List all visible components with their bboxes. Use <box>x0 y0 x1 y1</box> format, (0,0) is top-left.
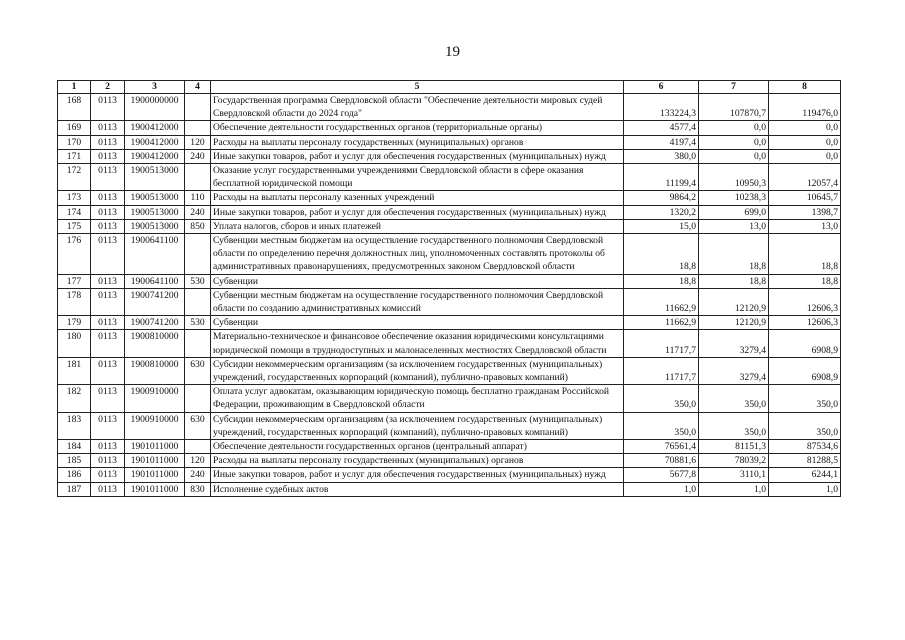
table-row <box>58 482 841 496</box>
row-number-cell: 185 <box>58 454 91 468</box>
amount-col6-cell: 350,0 <box>624 385 699 412</box>
amount-col6-cell: 11662,9 <box>624 316 699 330</box>
row-number-cell: 187 <box>58 482 91 496</box>
row-number-cell: 179 <box>58 316 91 330</box>
table-row <box>58 94 841 121</box>
amount-col8-cell: 18,8 <box>769 274 841 288</box>
expense-type-cell <box>185 330 211 357</box>
amount-col8-cell: 0,0 <box>769 135 841 149</box>
item-name-cell: Субвенции местным бюджетам на осуществление государственного полномочия Свердловской области по созданию административных комиссий <box>211 288 624 315</box>
target-article-cell: 1900810000 <box>125 330 185 357</box>
section-code-cell: 0113 <box>91 454 125 468</box>
header-cell: 8 <box>769 81 841 94</box>
amount-col7-cell: 699,0 <box>699 205 769 219</box>
section-code-cell: 0113 <box>91 191 125 205</box>
amount-col6-cell: 1,0 <box>624 482 699 496</box>
expense-type-cell <box>185 94 211 121</box>
amount-col6-cell: 1320,2 <box>624 205 699 219</box>
table-row <box>58 330 841 357</box>
row-number-cell: 186 <box>58 468 91 482</box>
table-row <box>58 219 841 233</box>
amount-col8-cell: 1398,7 <box>769 205 841 219</box>
target-article-cell: 1900000000 <box>125 94 185 121</box>
amount-col7-cell: 3110,1 <box>699 468 769 482</box>
expense-type-cell: 240 <box>185 149 211 163</box>
table-row <box>58 234 841 275</box>
table-row <box>58 205 841 219</box>
expense-type-cell: 630 <box>185 357 211 384</box>
header-row <box>58 81 841 94</box>
table-row <box>58 412 841 439</box>
table-row <box>58 440 841 454</box>
amount-col8-cell: 0,0 <box>769 121 841 135</box>
item-name-cell: Государственная программа Свердловской области "Обеспечение деятельности мировых судей Свердловской области до 2024 года" <box>211 94 624 121</box>
amount-col6-cell: 11717,7 <box>624 357 699 384</box>
row-number-cell: 182 <box>58 385 91 412</box>
amount-col7-cell: 18,8 <box>699 274 769 288</box>
expense-type-cell: 120 <box>185 135 211 149</box>
target-article-cell: 1900412000 <box>125 149 185 163</box>
amount-col7-cell: 0,0 <box>699 135 769 149</box>
table-row <box>58 135 841 149</box>
target-article-cell: 1900513000 <box>125 205 185 219</box>
amount-col6-cell: 9864,2 <box>624 191 699 205</box>
item-name-cell: Субвенции <box>211 274 624 288</box>
section-code-cell: 0113 <box>91 288 125 315</box>
amount-col7-cell: 18,8 <box>699 234 769 275</box>
expense-type-cell <box>185 440 211 454</box>
expense-type-cell <box>185 121 211 135</box>
amount-col6-cell: 70881,6 <box>624 454 699 468</box>
amount-col7-cell: 78039,2 <box>699 454 769 468</box>
amount-col7-cell: 0,0 <box>699 121 769 135</box>
item-name-cell: Расходы на выплаты персоналу казенных учреждений <box>211 191 624 205</box>
amount-col7-cell: 12120,9 <box>699 288 769 315</box>
row-number-cell: 170 <box>58 135 91 149</box>
table-row <box>58 357 841 384</box>
target-article-cell: 1900641100 <box>125 234 185 275</box>
amount-col8-cell: 87534,6 <box>769 440 841 454</box>
amount-col7-cell: 350,0 <box>699 412 769 439</box>
item-name-cell: Расходы на выплаты персоналу государственных (муниципальных) органов <box>211 454 624 468</box>
amount-col8-cell: 13,0 <box>769 219 841 233</box>
expense-type-cell: 850 <box>185 219 211 233</box>
header-cell: 4 <box>185 81 211 94</box>
expense-type-cell <box>185 288 211 315</box>
item-name-cell: Субсидии некоммерческим организациям (за исключением государственных (муниципальных) учреждений, государственных корпораций (компаний), публично-правовых компаний) <box>211 412 624 439</box>
section-code-cell: 0113 <box>91 357 125 384</box>
expense-type-cell: 530 <box>185 316 211 330</box>
item-name-cell: Иные закупки товаров, работ и услуг для обеспечения государственных (муниципальных) нужд <box>211 149 624 163</box>
expense-type-cell: 240 <box>185 468 211 482</box>
table-row <box>58 149 841 163</box>
row-number-cell: 168 <box>58 94 91 121</box>
amount-col6-cell: 4197,4 <box>624 135 699 149</box>
header-cell: 6 <box>624 81 699 94</box>
amount-col8-cell: 350,0 <box>769 385 841 412</box>
amount-col8-cell: 0,0 <box>769 149 841 163</box>
amount-col8-cell: 350,0 <box>769 412 841 439</box>
amount-col6-cell: 18,8 <box>624 234 699 275</box>
item-name-cell: Материально-техническое и финансовое обеспечение оказания юридическими консультациями юридической помощи в труднодоступных и малонаселенных местностях Свердловской области <box>211 330 624 357</box>
row-number-cell: 171 <box>58 149 91 163</box>
section-code-cell: 0113 <box>91 219 125 233</box>
amount-col8-cell: 119476,0 <box>769 94 841 121</box>
amount-col6-cell: 15,0 <box>624 219 699 233</box>
amount-col8-cell: 81288,5 <box>769 454 841 468</box>
amount-col6-cell: 11662,9 <box>624 288 699 315</box>
amount-col7-cell: 81151,3 <box>699 440 769 454</box>
header-cell: 1 <box>58 81 91 94</box>
section-code-cell: 0113 <box>91 149 125 163</box>
item-name-cell: Уплата налогов, сборов и иных платежей <box>211 219 624 233</box>
section-code-cell: 0113 <box>91 234 125 275</box>
item-name-cell: Оказание услуг государственными учреждениями Свердловской области в сфере оказания бесплатной юридической помощи <box>211 164 624 191</box>
table-row <box>58 288 841 315</box>
row-number-cell: 175 <box>58 219 91 233</box>
header-cell: 7 <box>699 81 769 94</box>
section-code-cell: 0113 <box>91 164 125 191</box>
section-code-cell: 0113 <box>91 274 125 288</box>
amount-col8-cell: 12606,3 <box>769 288 841 315</box>
item-name-cell: Обеспечение деятельности государственных органов (центральный аппарат) <box>211 440 624 454</box>
section-code-cell: 0113 <box>91 205 125 219</box>
table-row <box>58 121 841 135</box>
row-number-cell: 180 <box>58 330 91 357</box>
table-row <box>58 468 841 482</box>
amount-col6-cell: 380,0 <box>624 149 699 163</box>
target-article-cell: 1901011000 <box>125 468 185 482</box>
header-cell: 3 <box>125 81 185 94</box>
item-name-cell: Иные закупки товаров, работ и услуг для обеспечения государственных (муниципальных) нужд <box>211 205 624 219</box>
expense-type-cell: 630 <box>185 412 211 439</box>
item-name-cell: Расходы на выплаты персоналу государственных (муниципальных) органов <box>211 135 624 149</box>
table-row <box>58 191 841 205</box>
amount-col6-cell: 18,8 <box>624 274 699 288</box>
amount-col8-cell: 1,0 <box>769 482 841 496</box>
amount-col8-cell: 6908,9 <box>769 357 841 384</box>
expense-type-cell <box>185 164 211 191</box>
target-article-cell: 1900910000 <box>125 412 185 439</box>
target-article-cell: 1900513000 <box>125 191 185 205</box>
target-article-cell: 1900513000 <box>125 219 185 233</box>
amount-col6-cell: 350,0 <box>624 412 699 439</box>
target-article-cell: 1900641100 <box>125 274 185 288</box>
table-row <box>58 316 841 330</box>
row-number-cell: 181 <box>58 357 91 384</box>
section-code-cell: 0113 <box>91 468 125 482</box>
target-article-cell: 1900412000 <box>125 135 185 149</box>
section-code-cell: 0113 <box>91 135 125 149</box>
item-name-cell: Субвенции местным бюджетам на осуществление государственного полномочия Свердловской области по определению перечня должностных лиц, уполномоченных составлять протоколы об административных правонарушениях, предусмотренных законом Свердловской области <box>211 234 624 275</box>
amount-col8-cell: 18,8 <box>769 234 841 275</box>
row-number-cell: 169 <box>58 121 91 135</box>
section-code-cell: 0113 <box>91 412 125 439</box>
amount-col6-cell: 76561,4 <box>624 440 699 454</box>
item-name-cell: Субсидии некоммерческим организациям (за исключением государственных (муниципальных) учреждений, государственных корпораций (компаний), публично-правовых компаний) <box>211 357 624 384</box>
row-number-cell: 173 <box>58 191 91 205</box>
page-number: 19 <box>445 44 460 60</box>
target-article-cell: 1901011000 <box>125 454 185 468</box>
item-name-cell: Обеспечение деятельности государственных органов (территориальные органы) <box>211 121 624 135</box>
amount-col6-cell: 11199,4 <box>624 164 699 191</box>
target-article-cell: 1900741200 <box>125 316 185 330</box>
expense-type-cell: 120 <box>185 454 211 468</box>
amount-col6-cell: 133224,3 <box>624 94 699 121</box>
amount-col7-cell: 1,0 <box>699 482 769 496</box>
amount-col7-cell: 10238,3 <box>699 191 769 205</box>
target-article-cell: 1900910000 <box>125 385 185 412</box>
target-article-cell: 1900810000 <box>125 357 185 384</box>
table-row <box>58 385 841 412</box>
expense-type-cell <box>185 234 211 275</box>
section-code-cell: 0113 <box>91 121 125 135</box>
target-article-cell: 1900412000 <box>125 121 185 135</box>
section-code-cell: 0113 <box>91 440 125 454</box>
target-article-cell: 1901011000 <box>125 440 185 454</box>
amount-col7-cell: 12120,9 <box>699 316 769 330</box>
section-code-cell: 0113 <box>91 482 125 496</box>
table-row <box>58 274 841 288</box>
amount-col6-cell: 11717,7 <box>624 330 699 357</box>
target-article-cell: 1900513000 <box>125 164 185 191</box>
amount-col7-cell: 350,0 <box>699 385 769 412</box>
header-cell: 2 <box>91 81 125 94</box>
amount-col8-cell: 6244,1 <box>769 468 841 482</box>
amount-col7-cell: 0,0 <box>699 149 769 163</box>
header-cell: 5 <box>211 81 624 94</box>
budget-table <box>57 80 841 497</box>
target-article-cell: 1900741200 <box>125 288 185 315</box>
expense-type-cell <box>185 385 211 412</box>
item-name-cell: Иные закупки товаров, работ и услуг для обеспечения государственных (муниципальных) нужд <box>211 468 624 482</box>
expense-type-cell: 830 <box>185 482 211 496</box>
expense-type-cell: 110 <box>185 191 211 205</box>
item-name-cell: Субвенции <box>211 316 624 330</box>
row-number-cell: 184 <box>58 440 91 454</box>
target-article-cell: 1901011000 <box>125 482 185 496</box>
item-name-cell: Оплата услуг адвокатам, оказывающим юридическую помощь бесплатно гражданам Российской Федерации, проживающим в Свердловской области <box>211 385 624 412</box>
amount-col7-cell: 13,0 <box>699 219 769 233</box>
row-number-cell: 178 <box>58 288 91 315</box>
expense-type-cell: 240 <box>185 205 211 219</box>
amount-col8-cell: 10645,7 <box>769 191 841 205</box>
amount-col7-cell: 3279,4 <box>699 330 769 357</box>
amount-col7-cell: 10950,3 <box>699 164 769 191</box>
section-code-cell: 0113 <box>91 330 125 357</box>
amount-col6-cell: 5677,8 <box>624 468 699 482</box>
expense-type-cell: 530 <box>185 274 211 288</box>
amount-col8-cell: 12606,3 <box>769 316 841 330</box>
row-number-cell: 177 <box>58 274 91 288</box>
section-code-cell: 0113 <box>91 94 125 121</box>
row-number-cell: 183 <box>58 412 91 439</box>
row-number-cell: 176 <box>58 234 91 275</box>
item-name-cell: Исполнение судебных актов <box>211 482 624 496</box>
table-row <box>58 454 841 468</box>
row-number-cell: 172 <box>58 164 91 191</box>
amount-col8-cell: 12057,4 <box>769 164 841 191</box>
amount-col7-cell: 107870,7 <box>699 94 769 121</box>
section-code-cell: 0113 <box>91 316 125 330</box>
amount-col6-cell: 4577,4 <box>624 121 699 135</box>
amount-col7-cell: 3279,4 <box>699 357 769 384</box>
section-code-cell: 0113 <box>91 385 125 412</box>
amount-col8-cell: 6908,9 <box>769 330 841 357</box>
table-row <box>58 164 841 191</box>
row-number-cell: 174 <box>58 205 91 219</box>
